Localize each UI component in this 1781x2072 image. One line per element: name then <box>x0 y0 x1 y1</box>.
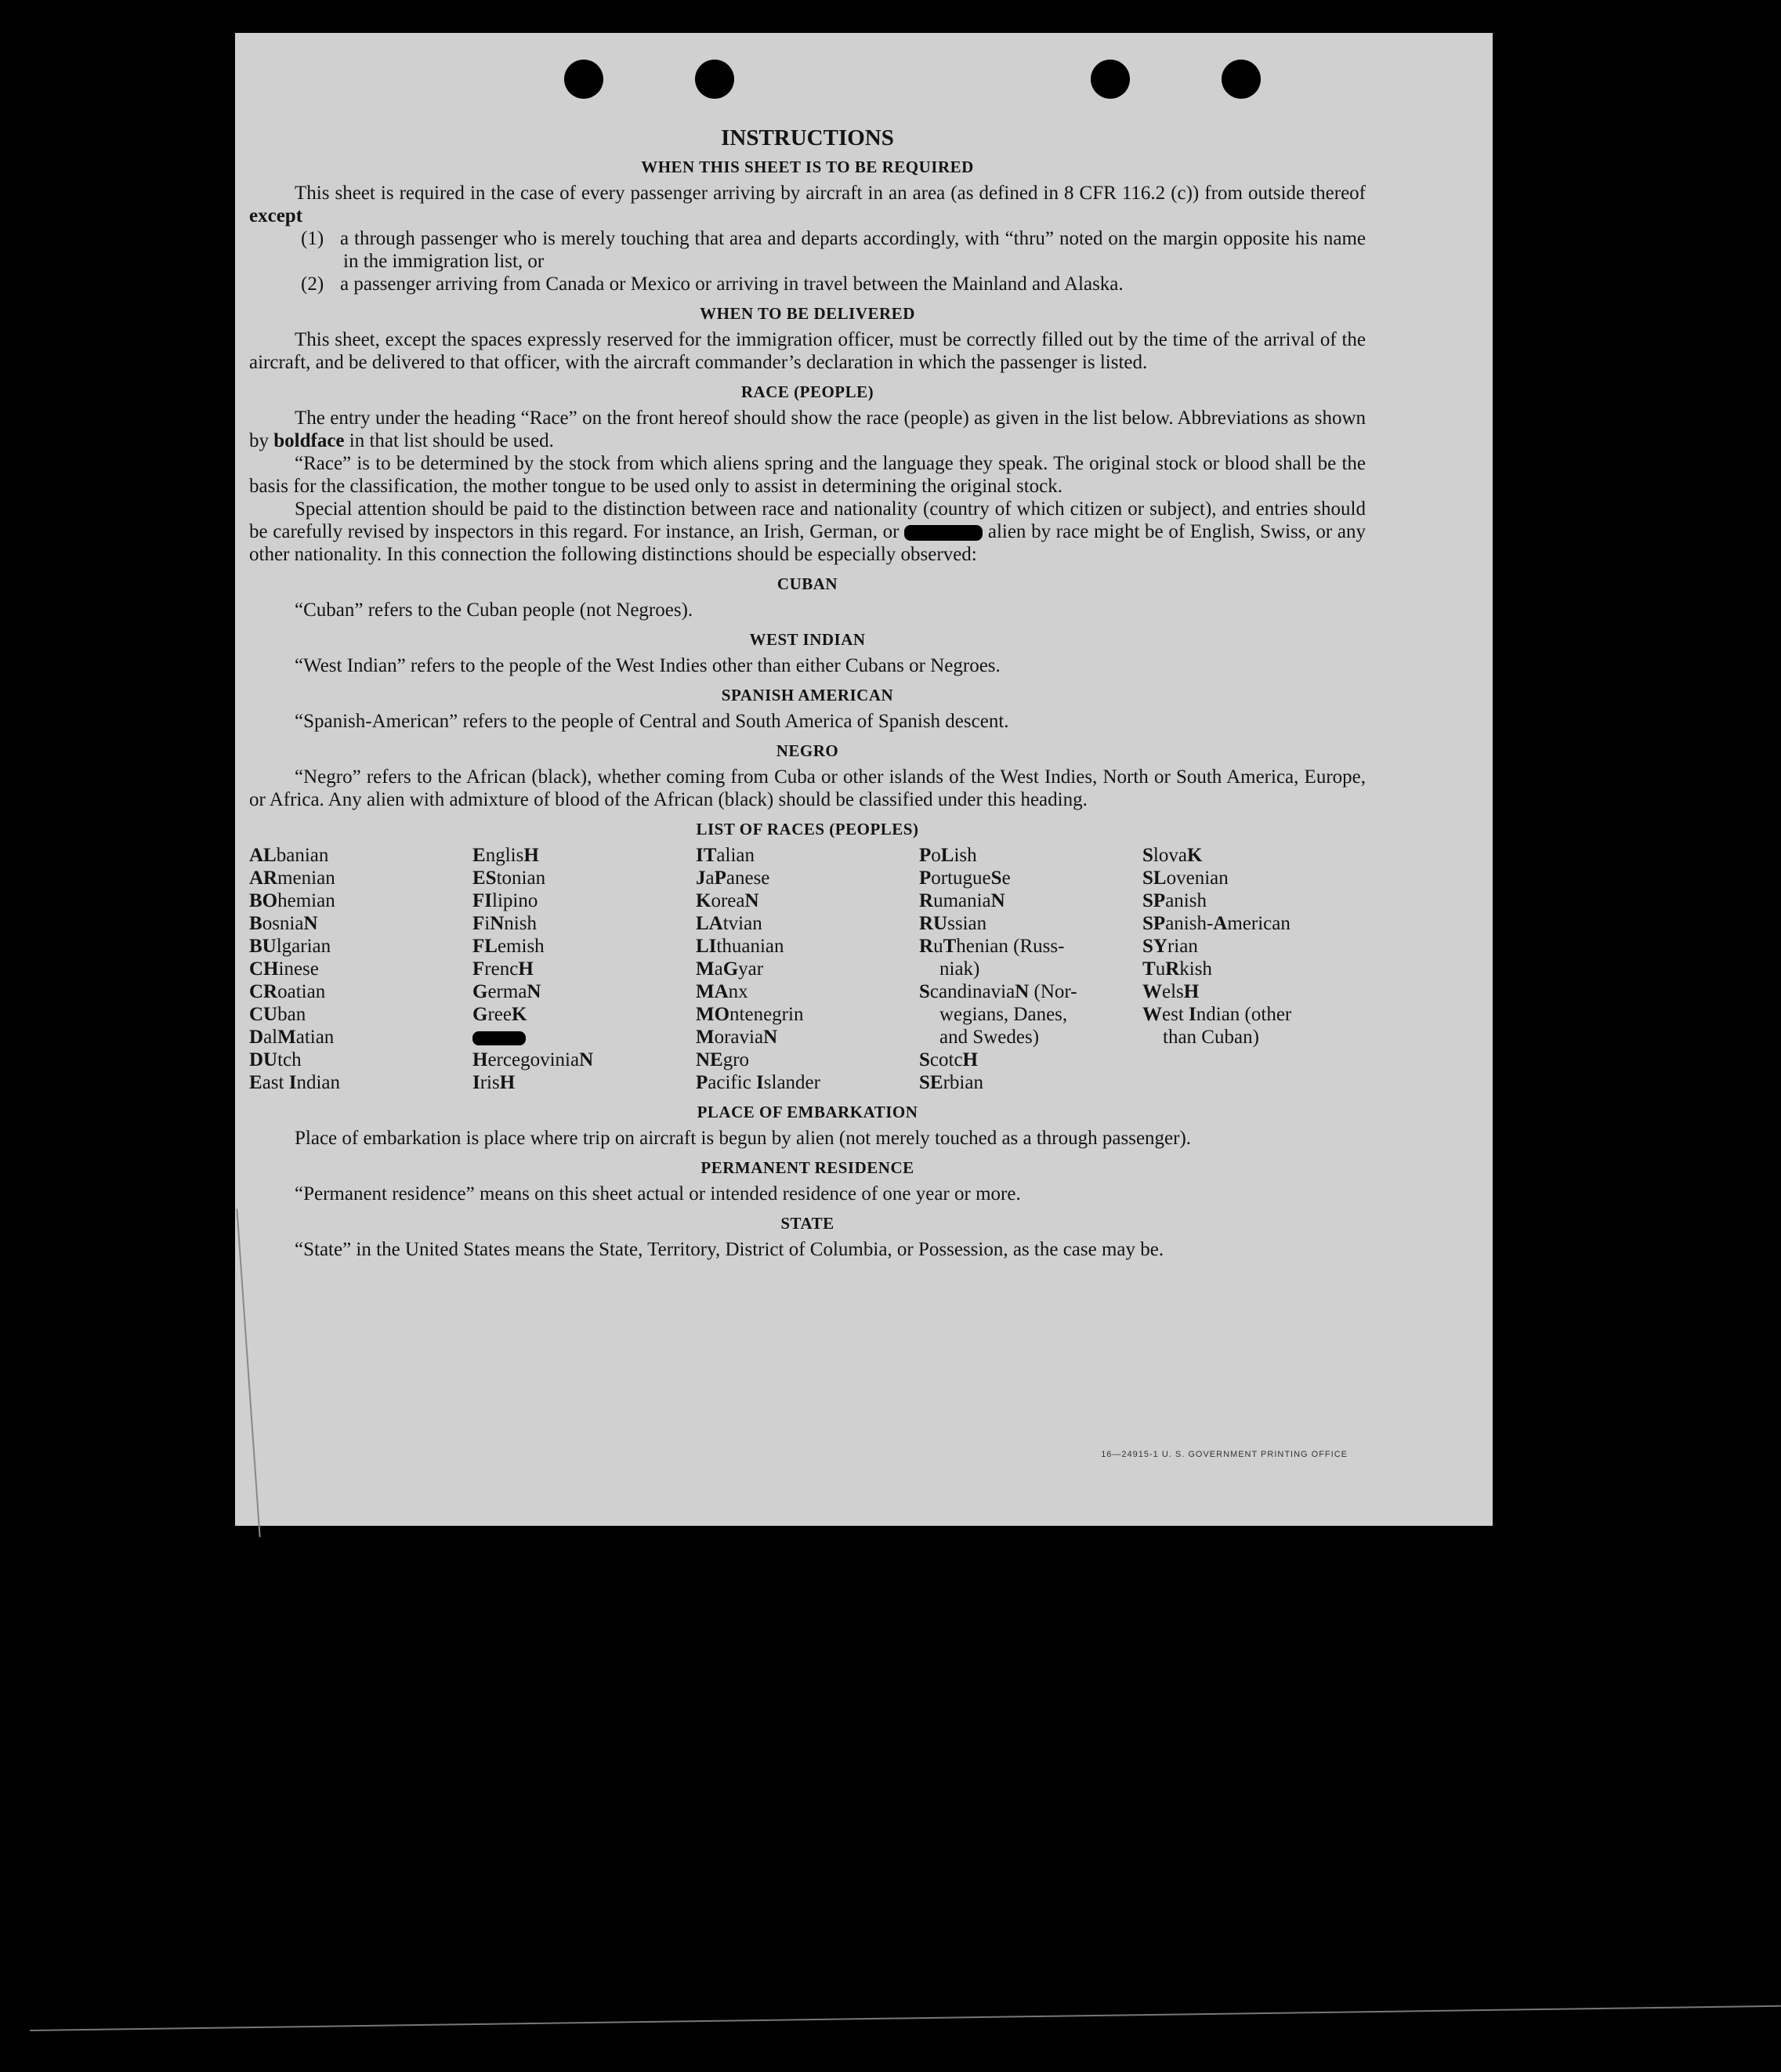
race-paragraph-3: Special attention should be paid to the distinction between race and nationality (country of which citizen or subject), and entries should be carefully revised by inspectors in this regard. For instance, an Irish, German, or alien by race might be of English, Swiss, or any other nationality. In this connection the following distinctions should be especially observed: <box>249 498 1366 565</box>
heading-when-required: WHEN THIS SHEET IS TO BE REQUIRED <box>641 158 974 176</box>
race-entry: ScandinaviaN (Nor- wegians, Danes, and Swedes) <box>919 981 1077 1048</box>
heading-west-indian: WEST INDIAN <box>749 630 866 649</box>
race-entry: GermaN <box>472 981 541 1002</box>
race-entry: West Indian (other than Cuban) <box>1142 1004 1292 1048</box>
race-entry: SLovenian <box>1142 868 1229 889</box>
race-entry: IrisH <box>472 1072 516 1093</box>
race-entry: FiNnish <box>472 913 537 934</box>
when-required-intro: This sheet is required in the case of every passenger arriving by aircraft in an area (as defined in 8 CFR 116.2 (c)) from outside thereof except <box>249 183 1366 226</box>
race-entry: BOhemian <box>249 890 335 911</box>
race-entry: MaGyar <box>696 958 764 980</box>
heading-residence: PERMANENT RESIDENCE <box>700 1158 914 1177</box>
race-entry: KoreaN <box>696 890 759 911</box>
race-paragraph-2: “Race” is to be determined by the stock from which aliens spring and the language they speak. The original stock or blood shall be the basis for the classification, the mother tongue to be used only to assist in determining the original stock. <box>249 453 1366 497</box>
punch-hole <box>564 60 603 99</box>
heading-spanish-american: SPANISH AMERICAN <box>721 686 894 705</box>
race-column <box>1142 844 1366 1094</box>
page-title: INSTRUCTIONS <box>721 125 894 150</box>
race-entry: SPanish <box>1142 890 1207 911</box>
race-entry: BUlgarian <box>249 936 331 957</box>
race-entry: BosniaN <box>249 913 318 934</box>
punch-hole <box>695 60 734 99</box>
race-entry: EStonian <box>472 868 546 889</box>
punch-hole <box>1091 60 1130 99</box>
residence-text: “Permanent residence” means on this sheet actual or intended residence of one year or more. <box>295 1183 1021 1204</box>
race-entry: FrencH <box>472 958 534 980</box>
instruction-sheet <box>235 33 1493 1526</box>
exception-item: (1) a through passenger who is merely touching that area and departs accordingly, with “thru” noted on the margin opposite his name in the immigration list, or <box>301 228 1366 272</box>
race-column <box>696 844 919 1094</box>
race-entry: SlovaK <box>1142 845 1203 866</box>
race-entry: RuThenian (Russ- niak) <box>919 936 1065 980</box>
race-entry: SPanish-American <box>1142 913 1291 934</box>
spanish-american-text: “Spanish-American” refers to the people of Central and South America of Spanish descent. <box>295 711 1009 732</box>
race-entry: LIthuanian <box>696 936 784 957</box>
race-entry: ScotcH <box>919 1049 978 1070</box>
embarkation-text: Place of embarkation is place where trip on aircraft is begun by alien (not merely touched as a through passenger). <box>295 1128 1192 1149</box>
race-entry: FIlipino <box>472 890 538 911</box>
race-entry: CHinese <box>249 958 319 980</box>
race-entry: EnglisH <box>472 845 539 866</box>
race-entry: DalMatian <box>249 1027 335 1048</box>
heading-race: RACE (PEOPLE) <box>740 382 874 401</box>
race-entry: East Indian <box>249 1072 340 1093</box>
scan-edge-line <box>30 2005 1781 2031</box>
race-entry: MOntenegrin <box>696 1004 804 1025</box>
race-entry: GreeK <box>472 1004 527 1025</box>
race-entry: MAnx <box>696 981 748 1002</box>
heading-state: STATE <box>780 1214 834 1233</box>
race-entry: CRoatian <box>249 981 326 1002</box>
race-paragraph-1: The entry under the heading “Race” on the front hereof should show the race (people) as given in the list below. Abbreviations as shown by boldface in that list should be used. <box>249 408 1366 451</box>
race-entry: FLemish <box>472 936 545 957</box>
race-entry: WelsH <box>1142 981 1200 1002</box>
instructions-content <box>249 125 1366 1261</box>
race-entry: ARmenian <box>249 868 335 889</box>
race-entry: SErbian <box>919 1072 983 1093</box>
race-entry: RumaniaN <box>919 890 1005 911</box>
redaction-mark <box>472 1031 526 1045</box>
race-entry: MoraviaN <box>696 1027 778 1048</box>
race-entry: NEgro <box>696 1049 750 1070</box>
punch-hole <box>1222 60 1261 99</box>
heading-race-list: LIST OF RACES (PEOPLES) <box>696 820 919 839</box>
race-entry: LAtvian <box>696 913 762 934</box>
race-entry <box>472 1026 696 1049</box>
redaction-mark <box>904 525 983 541</box>
race-entry: PoLish <box>919 845 977 866</box>
race-entry: RUssian <box>919 913 987 934</box>
race-entry: ALbanian <box>249 845 329 866</box>
when-delivered-text: This sheet, except the spaces expressly reserved for the immigration officer, must be correctly filled out by the time of the arrival of the aircraft, and be delivered to that officer, with the aircraft commander’s declaration in which the passenger is listed. <box>249 329 1366 373</box>
race-entry: TuRkish <box>1142 958 1212 980</box>
exception-item: (2) a passenger arriving from Canada or Mexico or arriving in travel between the Mainland and Alaska. <box>301 273 1124 295</box>
heading-when-delivered: WHEN TO BE DELIVERED <box>700 304 915 323</box>
race-entry: DUtch <box>249 1049 302 1070</box>
race-entry: SYrian <box>1142 936 1198 957</box>
race-entry: CUban <box>249 1004 306 1025</box>
heading-negro: NEGRO <box>776 741 839 760</box>
race-entry: JaPanese <box>696 868 770 889</box>
race-column <box>472 844 696 1094</box>
race-entry: Pacific Islander <box>696 1072 820 1093</box>
negro-text: “Negro” refers to the African (black), whether coming from Cuba or other islands of the West Indies, North or South America, Europe, or Africa. Any alien with admixture of blood of the African (black) should be classified under this heading. <box>249 766 1366 810</box>
heading-embarkation: PLACE OF EMBARKATION <box>697 1103 918 1121</box>
west-indian-text: “West Indian” refers to the people of the West Indies other than either Cubans or Negroes. <box>295 655 1001 676</box>
state-text: “State” in the United States means the State, Territory, District of Columbia, or Possession, as the case may be. <box>295 1239 1164 1260</box>
race-list <box>249 844 1366 1094</box>
race-entry: PortugueSe <box>919 868 1011 889</box>
cuban-text: “Cuban” refers to the Cuban people (not Negroes). <box>295 600 693 621</box>
heading-cuban: CUBAN <box>776 574 838 593</box>
race-column <box>249 844 472 1094</box>
race-column <box>919 844 1142 1094</box>
race-entry: HercegoviniaN <box>472 1049 594 1070</box>
race-entry: ITalian <box>696 845 755 866</box>
printer-mark: 16—24915-1 U. S. GOVERNMENT PRINTING OFFICE <box>1101 1450 1348 1459</box>
